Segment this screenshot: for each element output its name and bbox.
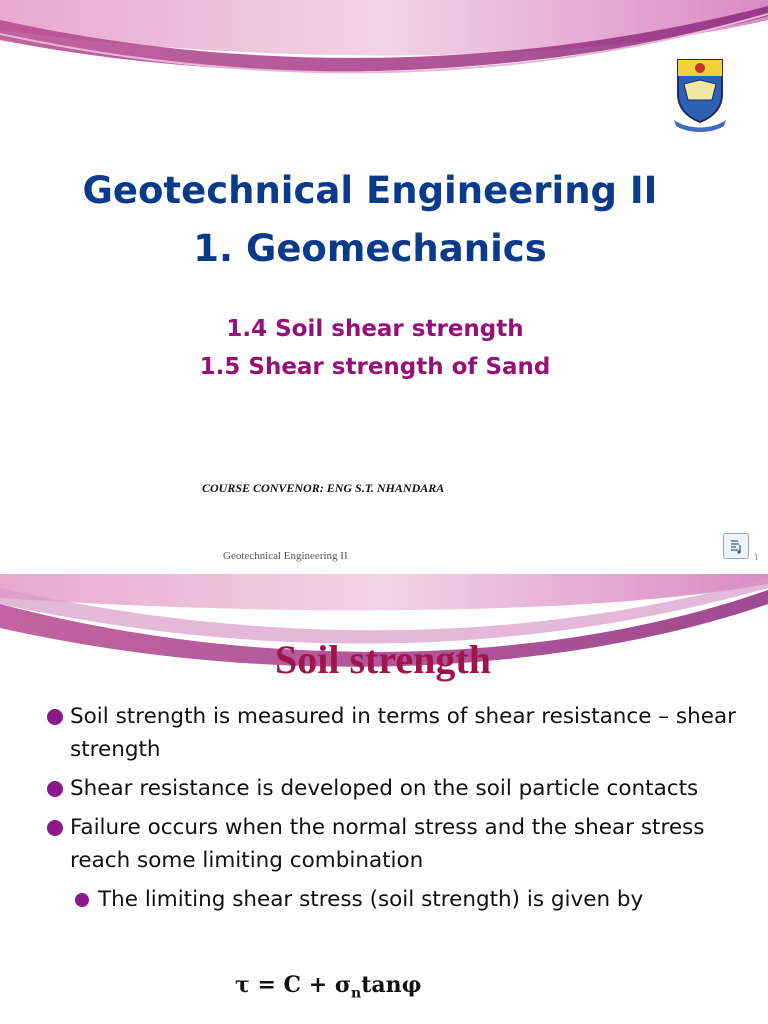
slide-footer: Geotechnical Engineering II xyxy=(223,550,348,562)
sub-list-item xyxy=(74,883,746,916)
formula-rhs: tanφ xyxy=(361,972,422,998)
presentation-title: Geotechnical Engineering II xyxy=(82,169,658,212)
page-number: 1 xyxy=(754,552,759,562)
bullet-text: Failure occurs when the normal stress and the shear stress reach some limiting combination xyxy=(70,815,705,873)
bullet-dot xyxy=(47,709,63,725)
list-item xyxy=(46,700,746,766)
slide-title: Soil strength xyxy=(275,637,491,682)
bullet-text: Soil strength is measured in terms of shear resistance – shear strength xyxy=(70,704,736,762)
course-convenor: COURSE CONVENOR: ENG S.T. NHANDARA xyxy=(202,481,445,495)
content-slide xyxy=(0,574,768,1024)
bullet-dot xyxy=(47,781,63,797)
shear-strength-formula xyxy=(235,972,422,1001)
bullet-text: Shear resistance is developed on the soil particle contacts xyxy=(70,776,699,801)
subtitle-section-1-5: 1.5 Shear strength of Sand xyxy=(199,354,551,380)
bullet-dot xyxy=(75,893,89,907)
chapter-title: 1. Geomechanics xyxy=(193,227,547,270)
bullet-dot xyxy=(47,820,63,836)
list-item xyxy=(46,811,746,877)
header-swoosh xyxy=(0,0,768,110)
university-crest-icon xyxy=(672,54,728,132)
bullet-list xyxy=(46,700,746,922)
formula-subscript: n xyxy=(351,985,362,1002)
subtitle-section-1-4: 1.4 Soil shear strength xyxy=(226,316,524,342)
formula-lhs: τ = C + σ xyxy=(235,972,352,998)
bullet-text: The limiting shear stress (soil strength) is given by xyxy=(98,887,644,912)
notes-glyph xyxy=(724,534,748,558)
speaker-notes-icon[interactable] xyxy=(723,533,749,559)
list-item xyxy=(46,772,746,805)
